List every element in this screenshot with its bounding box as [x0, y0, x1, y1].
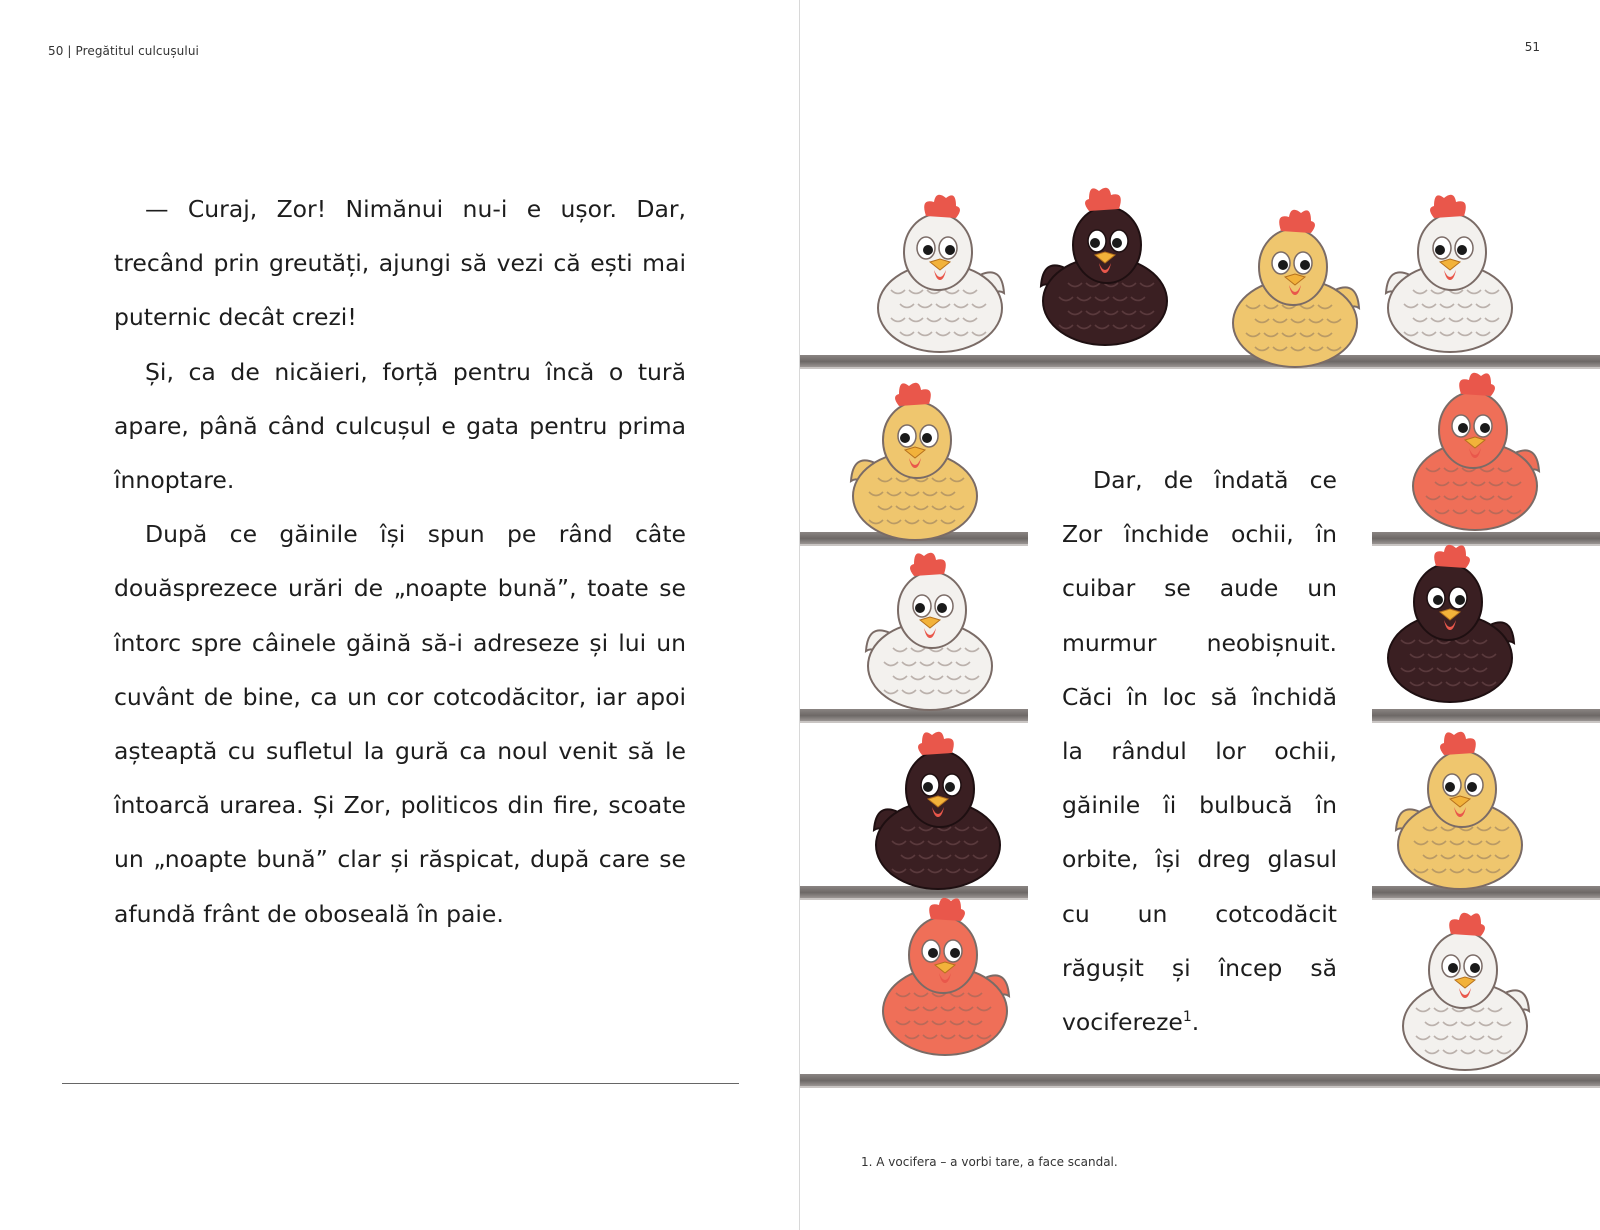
- paragraph: — Curaj, Zor! Nimănui nu-i e ușor. Dar, trecând prin greutăți, ajungi să vezi că ești mai puternic decât crezi!: [114, 195, 686, 332]
- shelf: [800, 355, 1600, 369]
- right-body-text: [1062, 453, 1337, 1049]
- paragraph-end: .: [1191, 1008, 1200, 1037]
- paragraph: [1062, 453, 1337, 1049]
- white-hen-icon: [1395, 908, 1535, 1073]
- white-hen-icon: [860, 548, 1000, 713]
- white-hen-icon: [1380, 190, 1520, 355]
- yellow-hen-icon: [1390, 727, 1530, 892]
- running-head: 50 | Pregătitul culcușului: [48, 44, 199, 58]
- shelf: [1372, 709, 1600, 723]
- paragraph: Și, ca de nicăieri, forță pentru încă o tură apare, până când culcușul e gata pentru prima înnoptare.: [114, 357, 686, 495]
- footnote-rule: [62, 1083, 739, 1084]
- white-hen-icon: [870, 190, 1010, 355]
- paragraph: După ce găinile își spun pe rând câte douăsprezece urări de „noapte bună”, toate se întorc spre câinele găină să-i adreseze și lui un cuvânt de bine, ca un cor cotcodăcitor, iar apoi așteaptă cu sufletul la gură ca noul venit să le întoarcă urarea. Și Zor, politicos din fire, scoate un „noapte bună” clar și răspicat, după care se afundă frânt de oboseală în paie.: [114, 520, 686, 928]
- black-hen-icon: [1035, 183, 1175, 348]
- right-page: [800, 0, 1600, 1230]
- page-number: 51: [1524, 40, 1540, 54]
- black-hen-icon: [1380, 540, 1520, 705]
- footnote: 1. A vocifera – a vorbi tare, a face scandal.: [861, 1155, 1118, 1169]
- red-hen-icon: [875, 893, 1015, 1058]
- left-page: [0, 0, 799, 1230]
- footnote-mark: 1: [1182, 1009, 1192, 1026]
- left-body-text: [114, 182, 686, 941]
- yellow-hen-icon: [1225, 205, 1365, 370]
- yellow-hen-icon: [845, 378, 985, 543]
- red-hen-icon: [1405, 368, 1545, 533]
- black-hen-icon: [868, 727, 1008, 892]
- shelf: [800, 1074, 1600, 1088]
- paragraph-text: Dar, de îndată ce Zor închide ochii, în cuibar se aude un murmur neobișnuit. Căci în loc să închidă la rândul lor ochii, găinile îi bulbucă în orbite, își dreg glasul cu un cotcodăcit răgușit și încep să vocifereze: [1062, 466, 1337, 1037]
